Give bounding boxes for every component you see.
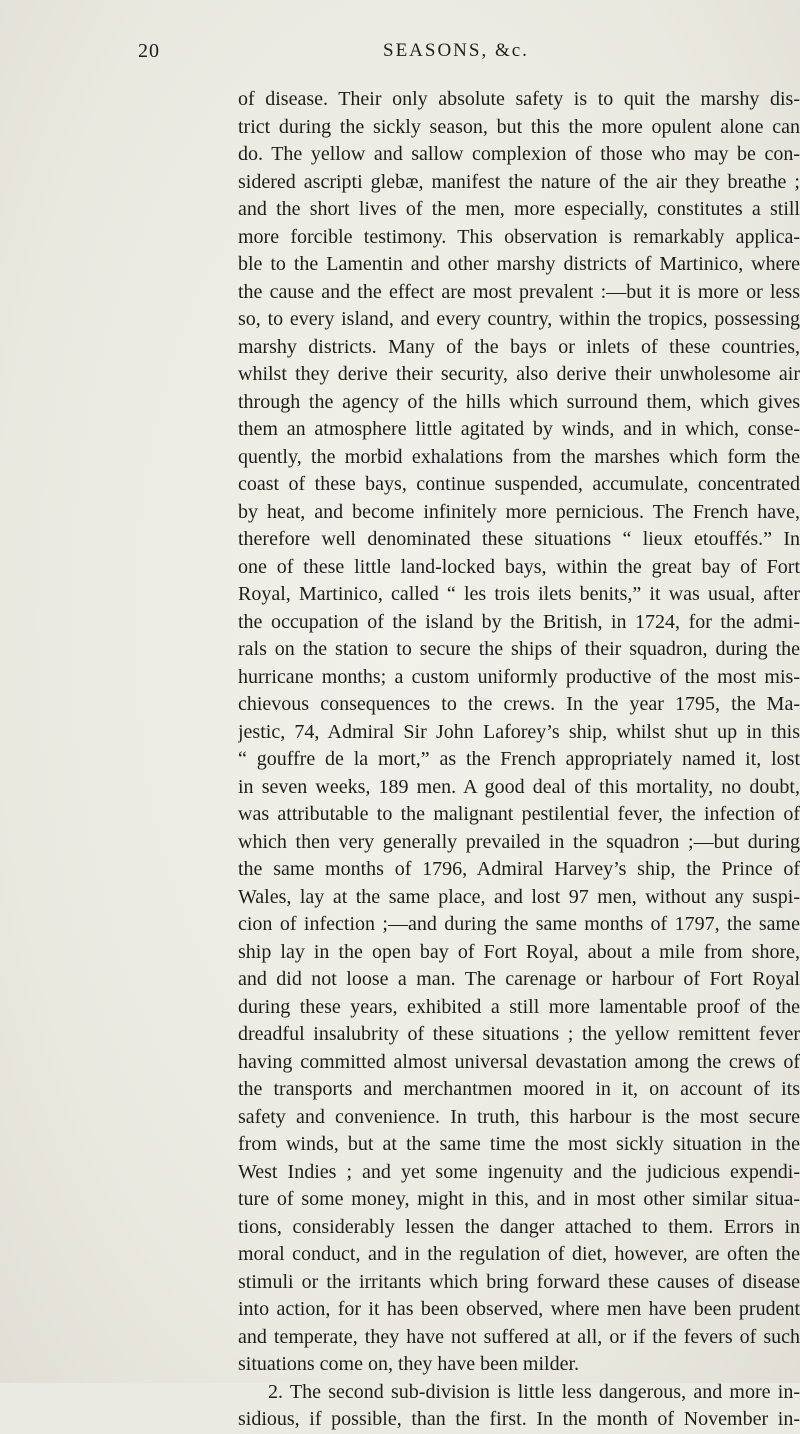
text-line: marshy districts. Many of the bays or inlets of these countries, <box>238 335 800 358</box>
text-line: Wales, lay at the same place, and lost 97 men, without any suspi- <box>238 885 800 908</box>
text-line: coast of these bays, continue suspended, accumulate, concentrated <box>238 473 800 495</box>
text-line: having committed almost universal devastation among the crews of <box>238 1050 800 1073</box>
text-line: them an atmosphere little agitated by winds, and in which, conse- <box>238 418 800 440</box>
text-line: from winds, but at the same time the most sickly situation in the <box>238 1133 800 1155</box>
text-line: into action, for it has been observed, where men have been prudent <box>238 1298 800 1320</box>
text-line: in seven weeks, 189 men. A good deal of this mortality, no doubt, <box>238 775 800 798</box>
text-line: trict during the sickly season, but this the more opulent alone can <box>238 115 800 138</box>
text-line: rals on the station to secure the ships of their squadron, during the <box>238 638 800 660</box>
text-line: of disease. Their only absolute safety is to quit the marshy dis- <box>238 88 800 110</box>
text-line: the occupation of the island by the British, in 1724, for the admi- <box>238 610 800 633</box>
text-line: and did not loose a man. The carenage or harbour of Fort Royal <box>238 968 800 990</box>
text-line: dreadful insalubrity of these situations ; the yellow remittent fever <box>238 1023 800 1045</box>
text-line: chievous consequences to the crews. In the year 1795, the Ma- <box>238 693 800 715</box>
text-line: “ gouffre de la mort,” as the French appropriately named it, lost <box>238 748 800 770</box>
text-line: stimuli or the irritants which bring forward these causes of disease <box>238 1270 800 1293</box>
text-line: jestic, 74, Admiral Sir John Laforey’s ship, whilst shut up in this <box>238 720 800 743</box>
text-line: sidered ascripti glebæ, manifest the nature of the air they breathe ; <box>238 170 800 193</box>
text-line: 2. The second sub-division is little less dangerous, and more in- <box>268 1380 800 1403</box>
text-line: ble to the Lamentin and other marshy districts of Martinico, where <box>238 253 800 275</box>
text-line: more forcible testimony. This observation is remarkably applica- <box>238 225 800 248</box>
text-line: during these years, exhibited a still more lamentable proof of the <box>238 995 800 1018</box>
body-text <box>238 86 800 1434</box>
text-line: so, to every island, and every country, within the tropics, possessing <box>238 308 800 330</box>
text-line: through the agency of the hills which surround them, which gives <box>238 390 800 413</box>
text-line: was attributable to the malignant pestilential fever, the infection of <box>238 803 800 825</box>
text-line: the same months of 1796, Admiral Harvey’s ship, the Prince of <box>238 858 800 880</box>
page-number: 20 <box>138 40 160 62</box>
text-line: by heat, and become infinitely more pernicious. The French have, <box>238 500 800 523</box>
text-line: and the short lives of the men, more especially, constitutes a still <box>238 198 800 220</box>
text-line: ship lay in the open bay of Fort Royal, about a mile from shore, <box>238 940 800 963</box>
text-line: cion of infection ;—and during the same months of 1797, the same <box>238 913 800 935</box>
running-head <box>138 40 778 80</box>
text-line: tions, considerably lessen the danger attached to them. Errors in <box>238 1215 800 1238</box>
text-line: sidious, if possible, than the first. In the month of November in- <box>238 1408 800 1430</box>
text-line: one of these little land-locked bays, within the great bay of Fort <box>238 555 800 578</box>
text-line: which then very generally prevailed in the squadron ;—but during <box>238 830 800 853</box>
text-line: ture of some money, might in this, and in most other similar situa- <box>238 1188 800 1210</box>
running-title: SEASONS, &c. <box>383 40 529 61</box>
text-line: moral conduct, and in the regulation of diet, however, are often the <box>238 1243 800 1265</box>
text-line: hurricane months; a custom uniformly productive of the most mis- <box>238 665 800 688</box>
text-line: the transports and merchantmen moored in it, on account of its <box>238 1078 800 1100</box>
text-line: quently, the morbid exhalations from the marshes which form the <box>238 445 800 468</box>
text-line: whilst they derive their security, also derive their unwholesome air <box>238 363 800 385</box>
text-line: West Indies ; and yet some ingenuity and the judicious expendi- <box>238 1160 800 1183</box>
text-line: Royal, Martinico, called “ les trois ilets benits,” it was usual, after <box>238 583 800 605</box>
text-line: situations come on, they have been milder. <box>238 1353 580 1375</box>
text-line: safety and convenience. In truth, this harbour is the most secure <box>238 1105 800 1128</box>
text-line: the cause and the effect are most prevalent :—but it is more or less <box>238 280 800 303</box>
text-line: and temperate, they have not suffered at all, or if the fevers of such <box>238 1325 800 1348</box>
text-line: do. The yellow and sallow complexion of those who may be con- <box>238 143 800 165</box>
text-line: therefore well denominated these situations “ lieux etouffés.” In <box>238 528 800 550</box>
